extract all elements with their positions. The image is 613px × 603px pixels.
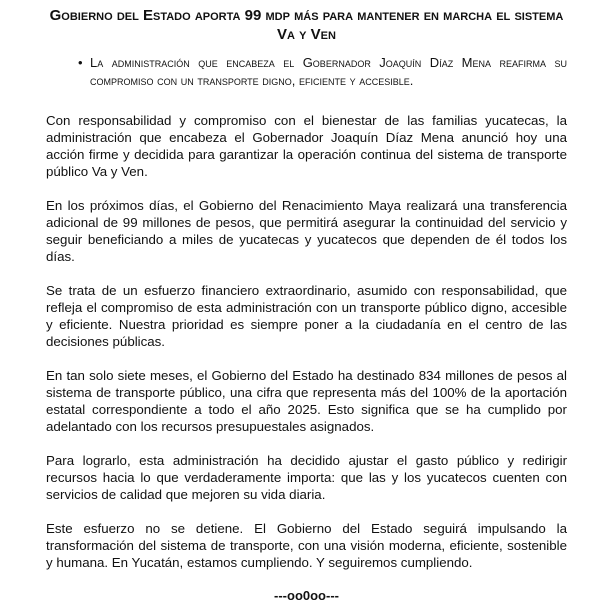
- summary-text: La administración que encabeza el Gobernador Joaquín Díaz Mena reafirma su compromiso con un transporte digno, eficiente y accesible.: [90, 55, 567, 88]
- paragraph-5: Para lograrlo, esta administración ha decidido ajustar el gasto público y redirigir recursos hacia lo que verdaderamente importa: que las y los yucatecos cuenten con servicios de calidad que mejoren su vida diaria.: [46, 453, 567, 502]
- summary-bullet-item: [78, 54, 567, 90]
- paragraph-6: Este esfuerzo no se detiene. El Gobierno del Estado seguirá impulsando la transformación del sistema de transporte, con una visión moderna, eficiente, sostenible y humana. En Yucatán, estamos cumpliendo. Y seguiremos cumpliendo.: [46, 521, 567, 570]
- paragraph-2: En los próximos días, el Gobierno del Renacimiento Maya realizará una transferencia adicional de 99 millones de pesos, que permitirá asegurar la continuidad del servicio y seguir beneficiando a miles de yucatecas y yucatecos que dependen de él todos los días.: [46, 198, 567, 264]
- paragraph-1: Con responsabilidad y compromiso con el bienestar de las familias yucatecas, la administración que encabeza el Gobernador Joaquín Díaz Mena anunció hoy una acción firme y decidida para garantizar la operación continua del sistema de transporte público Va y Ven.: [46, 113, 567, 179]
- closing-mark: ---oo0oo---: [274, 588, 339, 603]
- bullet-icon: •: [78, 55, 83, 70]
- paragraph-3: Se trata de un esfuerzo financiero extraordinario, asumido con responsabilidad, que refleja el compromiso de esta administración con un transporte público digno, accesible y eficiente. Nuestra prioridad es siempre poner a la ciudadanía en el centro de las decisiones públicas.: [46, 283, 567, 349]
- document-title: Gobierno del Estado aporta 99 mdp más para mantener en marcha el sistema Va y Ven: [49, 7, 564, 43]
- paragraph-4: En tan solo siete meses, el Gobierno del Estado ha destinado 834 millones de pesos al sistema de transporte público, una cifra que representa más del 100% de la aportación estatal correspondiente a todo el año 2025. Esto significa que se ha cumplido por adelantado con los recursos presupuestales asignados.: [46, 368, 567, 434]
